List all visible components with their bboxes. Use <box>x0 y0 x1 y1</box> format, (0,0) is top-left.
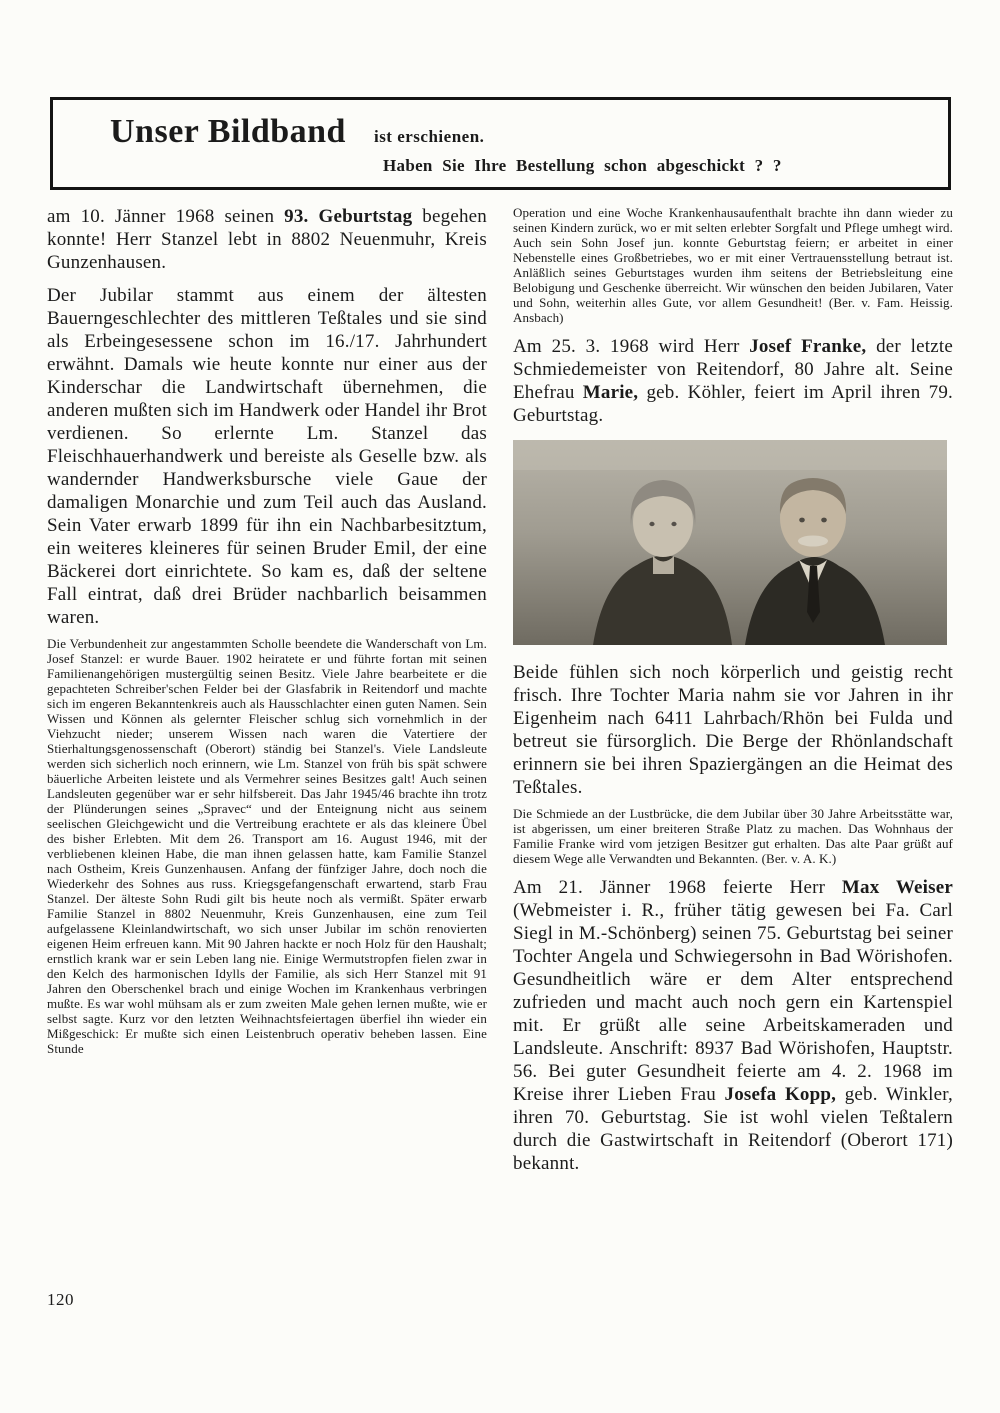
paragraph-schmiede-note-small: Die Schmiede an der Lustbrücke, die dem Jubilar über 30 Jahre Arbeitsstätte war, ist abgerissen, um einer breiteren Straße Platz zu machen. Das Wohnhaus der Familie Franke wird vom jetzigen Besitzer gut erhalten. Das alte Paar grüßt auf diesem Wege alle Verwandten und Bekannten. (Ber. v. A. K.) <box>513 806 953 866</box>
paragraph-stanzel-history: Der Jubilar stammt aus einem der ältesten Bauerngeschlechter des mittleren Teßtales und sie sind als Erbeingesessene schon im 16./17. Jahrhundert erwähnt. Damals wie heute konnte nur einer aus der Kinderschar die Landwirtschaft übernehmen, die anderen mußten sich im Handwerk oder Handel ihr Brot verdienen. So erlernte Lm. Stanzel das Fleischhauerhandwerk und bereiste als Geselle bzw. als wandernder Handwerksbursche viele Gaue der damaligen Monarchie und zum Teil auch das Ausland. Sein Vater erwarb 1899 für ihn ein Nachbarbesitztum, ein weiteres kleineres für seinen Bruder Emil, der eine Bäckerei dort einrichtete. So kam es, daß der seltene Fall eintrat, daß drei Brüder nachbarlich beisammen waren. <box>47 285 487 628</box>
page-number: 120 <box>47 1290 74 1309</box>
banner-first-line <box>110 113 928 151</box>
couple-portrait-illustration <box>513 440 947 645</box>
left-column <box>47 205 487 1175</box>
paragraph-stanzel-detail-small: Die Verbundenheit zur angestammten Scholle beendete die Wanderschaft von Lm. Josef Stanzel: er wurde Bauer. 1902 heiratete er und führte fortan mit seinen Familienangehörigen mustergültig seinen Besitz. Viele Jahre bearbeitete er die gepachteten Schreiber'schen Felder bei der Glasfabrik in Reitendorf und machte sich im engeren Bekanntenkreis auch als Hausschlachter einen guten Namen. Sein Wissen und Können als gelernter Fleischer schlug sich vornehmlich in der Viehzucht nieder; unserem Wissen nach waren die Vatertiere der Stierhaltungsgenossenschaft (Oberort) ständig bei Stanzel's. Viele Landsleute werden sich sicherlich noch erinnern, wie Lm. Stanzel von früh bis spät schwere bäuerliche Arbeiten leistete und als Vermehrer seines Besitzes galt! Auch seinen Landsleuten gegenüber war er sehr hilfsbereit. Das Jahr 1945/46 brachte ihn trotz der Plünderungen seines „Spravec“ und der Enteignung nicht aus seinem seelischen Gleichgewicht und die Vertreibung erachtete er als das kleinere Übel des bisher Erlebten. Mit dem 26. Transport am 16. August 1946, mit der verbliebenen kleinen Habe, die man ihnen gelassen hatte, kam Familie Stanzel nach Ostheim, Kreis Gunzenhausen. Anfang der fünfziger Jahre, doch noch die Wiederkehr des Sohnes aus russ. Kriegsgefangenschaft erwartend, starb Frau Stanzel. Der älteste Sohn Rudi gilt bis heute noch als vermißt. Später erwarb Familie Stanzel in 8802 Neuenmuhr, Kreis Gunzenhausen, eine zum Teil aufgelassene Kleinlandwirtschaft, wo sich unser Jubilar im schön renovierten eigenen Heim erfreuen kann. Mit 90 Jahren hackte er noch Holz für den Haushalt; ernstlich krank war er sein Leben lang nie. Einige Wermutstropfen fielen zwar in den Kelch des harmonischen Idylls der Familie, als sich Herr Stanzel mit 91 Jahren den Oberschenkel brach und einige Wochen im Krankenhaus verbringen mußte. Es war wohl mühsam als er zum zweiten Male gehen lernen mußte, wie er selbst sagte. Kurz vor den letzten Weihnachtsfeiertagen überfiel ihn wieder ein Mißgeschick: Er mußte sich einen Leistenbruch operativ beheben lassen. Eine Stunde <box>47 636 487 1056</box>
paragraph-franke-health: Beide fühlen sich noch körperlich und geistig recht frisch. Ihre Tochter Maria nahm sie vor Jahren in ihr Eigenheim nach 6411 Lahrbach/Rhön bei Fulda und betreut sie fürsorglich. Die Berge der Rhönlandschaft erinnern sie bei ihren Spaziergängen an die Heimat des Teßtales. <box>513 662 953 798</box>
banner-title: Unser Bildband <box>110 113 346 150</box>
banner-question-line: Haben Sie Ihre Bestellung schon abgeschickt ? ? <box>383 156 782 175</box>
banner-subtitle: ist erschienen. <box>373 127 485 146</box>
paragraph-hospital-continuation-small: Operation und eine Woche Krankenhausaufenthalt brachte ihn dann wieder zu seinen Kindern zurück, wo er mit selten erlebter Sorgfalt und Pflege umhegt wird. Auch sein Sohn Josef jun. konnte Geburtstag feiern; er arbeitet in einer Nebenstelle eines Großbetriebes, wo er mit einer Vertrauensstellung betraut ist. Anläßlich seines Geburtstages wurden ihm seitens der Betriebsleitung eine Belobigung und Geschenke überreicht. Wir wünschen den beiden Jubilaren, Vater und Sohn, weiterhin alles Gute, vor allem Gesundheit! (Ber. v. Fam. Heissig. Ansbach) <box>513 205 953 325</box>
paragraph-max-weiser-josefa-kopp: Am 21. Jänner 1968 feierte Herr Max Weiser (Webmeister i. R., früher tätig gewesen bei Fa. Carl Siegl in M.-Schönberg) seinen 75. Geburtstag bei seiner Tochter Angela und Schwiegersohn in Bad Wörishofen. Gesundheitlich wäre er dem Alter entsprechend zufrieden und macht auch noch gern ein Kartenspiel mit. Er grüßt alle seine Arbeitskameraden und Landsleute. Anschrift: 8937 Bad Wörishofen, Hauptstr. 56. Bei guter Gesundheit feierte am 4. 2. 1968 im Kreise ihrer Lieben Frau Josefa Kopp, geb. Winkler, ihren 70. Geburtstag. Sie ist wohl vielen Teßtalern durch die Gastwirtschaft in Reitendorf (Oberort 171) bekannt. <box>513 877 953 1174</box>
paragraph-josef-franke: Am 25. 3. 1968 wird Herr Josef Franke, der letzte Schmiedemeister von Reitendorf, 80 Jahre alt. Seine Ehefrau Marie, geb. Köhler, feiert im April ihren 79. Geburtstag. <box>513 336 953 426</box>
paragraph-stanzel-intro: am 10. Jänner 1968 seinen 93. Geburtstag begehen konnte! Herr Stanzel lebt in 8802 Neuenmuhr, Kreis Gunzenhausen. <box>47 206 487 273</box>
right-column <box>513 205 953 1175</box>
two-column-body <box>47 205 953 1175</box>
announcement-banner <box>50 97 951 190</box>
franke-couple-photo <box>513 440 947 645</box>
